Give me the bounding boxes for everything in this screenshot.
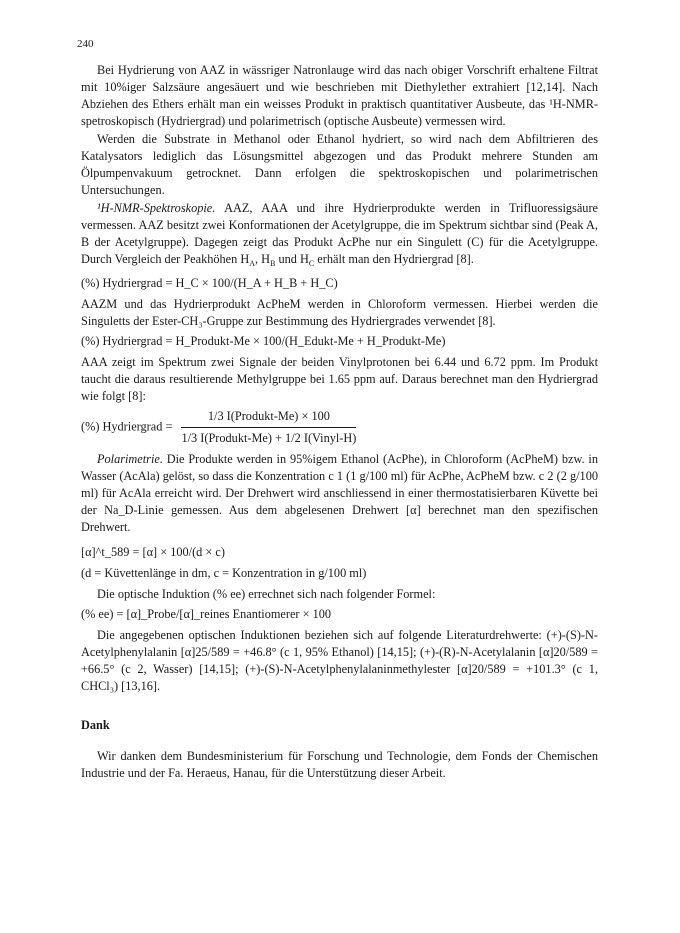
eq3-numerator: 1/3 I(Produkt-Me) × 100 (181, 408, 356, 428)
eq3-fraction (181, 408, 356, 447)
polarimetrie-label: Polarimetrie. (97, 452, 163, 466)
paragraph-aaa: AAA zeigt im Spektrum zwei Signale der beiden Vinylprotonen bei 6.44 und 6.72 ppm. Im Produkt taucht die daraus resultierende Methylgruppe bei 1.65 ppm auf. Daraus berechnet man den Hydriergrad wie folgt [8]: (81, 355, 598, 403)
paragraph-polarimetrie (81, 451, 598, 536)
page-number: 240 (77, 38, 94, 50)
section-heading-dank: Dank (81, 718, 110, 732)
equation-hydriergrad-2: (%) Hydriergrad = H_Produkt-Me × 100/(H_Edukt-Me + H_Produkt-Me) (81, 334, 446, 348)
eq3-denominator: 1/3 I(Produkt-Me) + 1/2 I(Vinyl-H) (181, 431, 357, 445)
article-body (81, 62, 598, 783)
paragraph-induktion: Die optische Induktion (% ee) errechnet sich nach folgender Formel: (97, 587, 436, 601)
equation-legend: (d = Küvettenlänge in dm, c = Konzentration in g/100 ml) (81, 566, 367, 580)
paragraph-methanol: Werden die Substrate in Methanol oder Ethanol hydriert, so wird nach dem Abfiltrieren des Katalysators lediglich das Lösungsmittel abgezogen und das Produkt mehrere Stunden am Ölpumpenvakuum getrocknet. Dann erfolgen die spektroskopischen und polarimetrischen Untersuchungen. (81, 132, 598, 197)
equation-specific-rotation: [α]^t_589 = [α] × 100/(d × c) (81, 545, 225, 559)
sub-c: C (308, 259, 315, 268)
polarimetrie-text: Die Produkte werden in 95%igem Ethanol (AcPhe), in Chloroform (AcPheM) bzw. in Wasser (AcAla) gelöst, so dass die Konzentration c 1 (1 g/100 ml) für AcPhe, AcPheM bzw. c 2 (2 g/100 ml) für AcAla erreicht wird. Der Drehwert wird anschliessend in einer thermostatisierbaren Küvette bei der Na_D-Linie gemessen. Aus dem abgelesenen Drehwert [α] berechnet man den spezifischen Drehwert. (81, 452, 598, 534)
nmr-sep-2: und H (275, 252, 309, 266)
equation-hydriergrad-1: (%) Hydriergrad = H_C × 100/(H_A + H_B + H_C) (81, 276, 338, 290)
nmr-text: AAZ, AAA und ihre Hydrierprodukte werden in Trifluoressigsäure vermessen. AAZ besitzt zwei Konformationen der Acetylgruppe, die im Spektrum sichtbar sind (Peak A, B der Acetylgruppe). Dagegen zeigt das Produkt AcPhe nur ein Singulett (C) für die Acetylgruppe. Durch Vergleich der Peakhöhen H (81, 201, 598, 266)
nmr-sep-1: , H (255, 252, 271, 266)
paragraph-literatur: Die angegebenen optischen Induktionen beziehen sich auf folgende Literaturdrehwerte: (+)-(S)-N-Acetylphenylalanin [α]25/589 = +46.8° (c 1, 95% Ethanol) [14,15]; (+)-(R)-N-Acetylalanin [α]20/589 = +66.5° (c 2, Wasser) [14,15]; (+)-(S)-N-Acetylphenylalaninmethylester [α]20/589 = +101.3° (c 1, CHCl₃) [13,16]. (81, 628, 598, 693)
sub-b: B (270, 259, 276, 268)
paragraph-hydrierung: Bei Hydrierung von AAZ in wässriger Natronlauge wird das nach obiger Vorschrift erhaltene Filtrat mit 10%iger Salzsäure angesäuert und wie beschrieben mit Diethylether extrahiert [12,14]. Nach Abziehen des Ethers erhält man ein weisses Produkt in praktisch quantitativer Ausbeute, das ¹H-NMR-spetroskopisch (Hydriergrad) und polarimetrisch (optische Ausbeute) vermessen wird. (81, 63, 598, 128)
paragraph-dank: Wir danken dem Bundesministerium für Forschung und Technologie, dem Fonds der Chemischen Industrie und der Fa. Heraeus, Hanau, für die Unterstützung dieser Arbeit. (81, 749, 598, 780)
nmr-end: erhält man den Hydriergrad [8]. (314, 252, 474, 266)
paragraph-aazm: AAZM und das Hydrierprodukt AcPheM werden in Chloroform vermessen. Hierbei werden die Singuletts der Ester-CH₃-Gruppe zur Bestimmung des Hydriergrades verwendet [8]. (81, 297, 598, 328)
equation-ee: (% ee) = [α]_Probe/[α]_reines Enantiomerer × 100 (81, 607, 332, 621)
equation-hydriergrad-3 (81, 408, 598, 447)
sub-a: A (249, 259, 256, 268)
nmr-label: ¹H-NMR-Spektroskopie. (97, 201, 216, 215)
eq3-lhs: (%) Hydriergrad = (81, 419, 173, 434)
paragraph-nmr (81, 200, 598, 272)
